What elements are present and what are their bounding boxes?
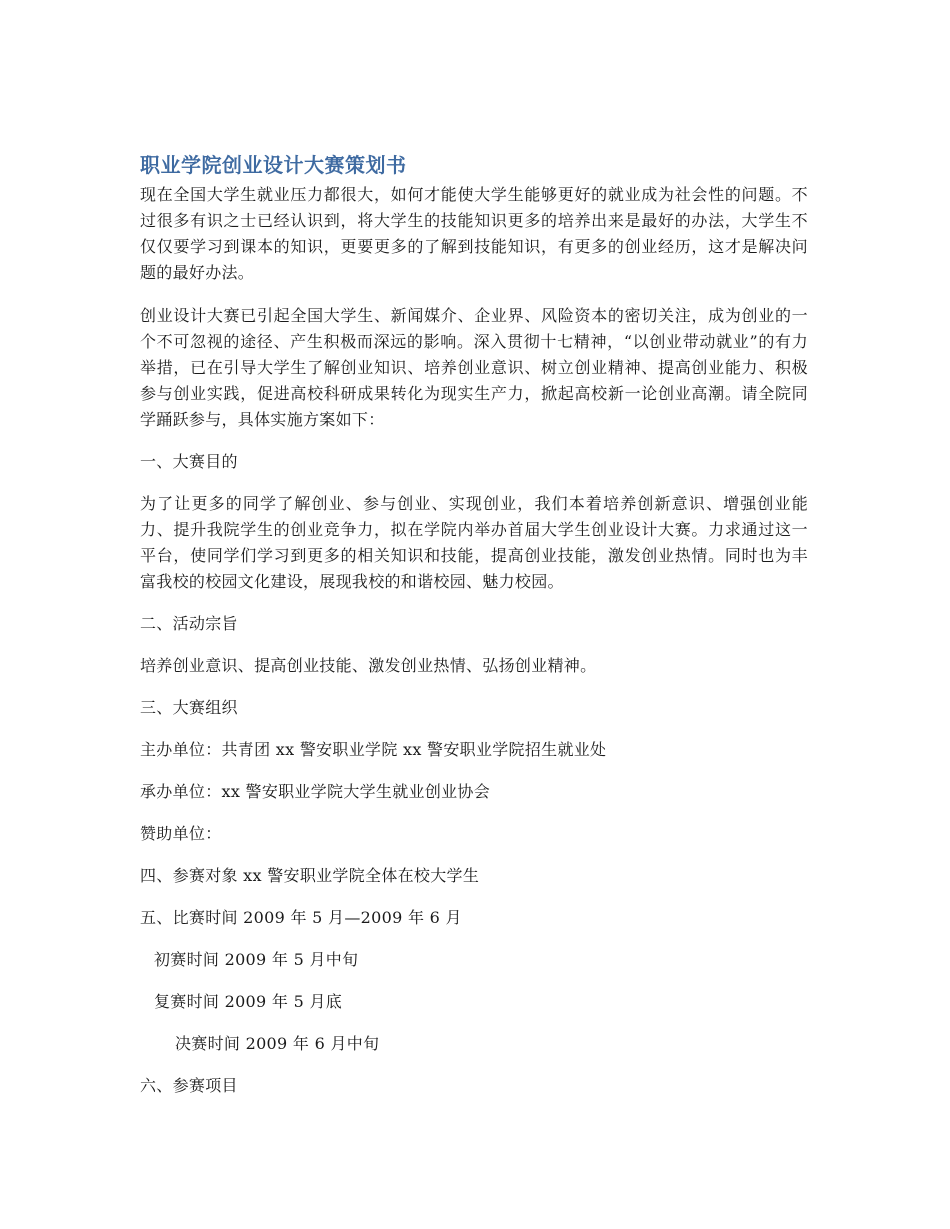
preliminary-time: 初赛时间 2009 年 5 月中旬: [154, 950, 359, 969]
semifinal-time: 复赛时间 2009 年 5 月底: [154, 992, 343, 1011]
intro-paragraph-2: 创业设计大赛已引起全国大学生、新闻媒介、企业界、风险资本的密切关注，成为创业的一个不可忽视的途径、产生积极而深远的影响。深入贯彻十七精神，“以创业带动就业”的有力举措，已在引导大学生了解创业知识、培养创业意识、树立创业精神、提高创业能力、积极参与创业实践，促进高校科研成果转化为现实生产力，掀起高校新一论创业高潮。请全院同学踊跃参与，具体实施方案如下：: [140, 306, 808, 429]
final-time: 决赛时间 2009 年 6 月中旬: [175, 1034, 380, 1053]
section-1-heading: 一、大赛目的: [140, 452, 238, 471]
intro-paragraph-1: 现在全国大学生就业压力都很大，如何才能使大学生能够更好的就业成为社会性的问题。不过很多有识之士已经认识到，将大学生的技能知识更多的培养出来是最好的办法，大学生不仅仅要学习到课本的知识，更要更多的了解到技能知识，有更多的创业经历，这才是解决问题的最好办法。: [140, 185, 808, 282]
section-2-body: 培养创业意识、提高创业技能、激发创业热情、弘扬创业精神。: [140, 656, 597, 675]
section-5-line: 五、比赛时间 2009 年 5 月—2009 年 6 月: [140, 908, 462, 927]
section-3-heading: 三、大赛组织: [140, 698, 238, 717]
undertaker-line: 承办单位：xx 警安职业学院大学生就业创业协会: [140, 782, 491, 801]
document-page: [140, 150, 808, 1099]
section-6-heading: 六、参赛项目: [140, 1076, 238, 1095]
section-2-heading: 二、活动宗旨: [140, 614, 238, 633]
section-4-line: 四、参赛对象 xx 警安职业学院全体在校大学生: [140, 866, 480, 885]
document-title: 职业学院创业设计大赛策划书: [140, 153, 407, 177]
sponsor-line: 赞助单位：: [140, 824, 222, 843]
organizer-line: 主办单位：共青团 xx 警安职业学院 xx 警安职业学院招生就业处: [140, 740, 607, 759]
section-1-body: 为了让更多的同学了解创业、参与创业、实现创业，我们本着培养创新意识、增强创业能力、提升我院学生的创业竞争力，拟在学院内举办首届大学生创业设计大赛。力求通过这一平台，使同学们学习到更多的相关知识和技能，提高创业技能，激发创业热情。同时也为丰富我校的校园文化建设，展现我校的和谐校园、魅力校园。: [140, 494, 808, 591]
